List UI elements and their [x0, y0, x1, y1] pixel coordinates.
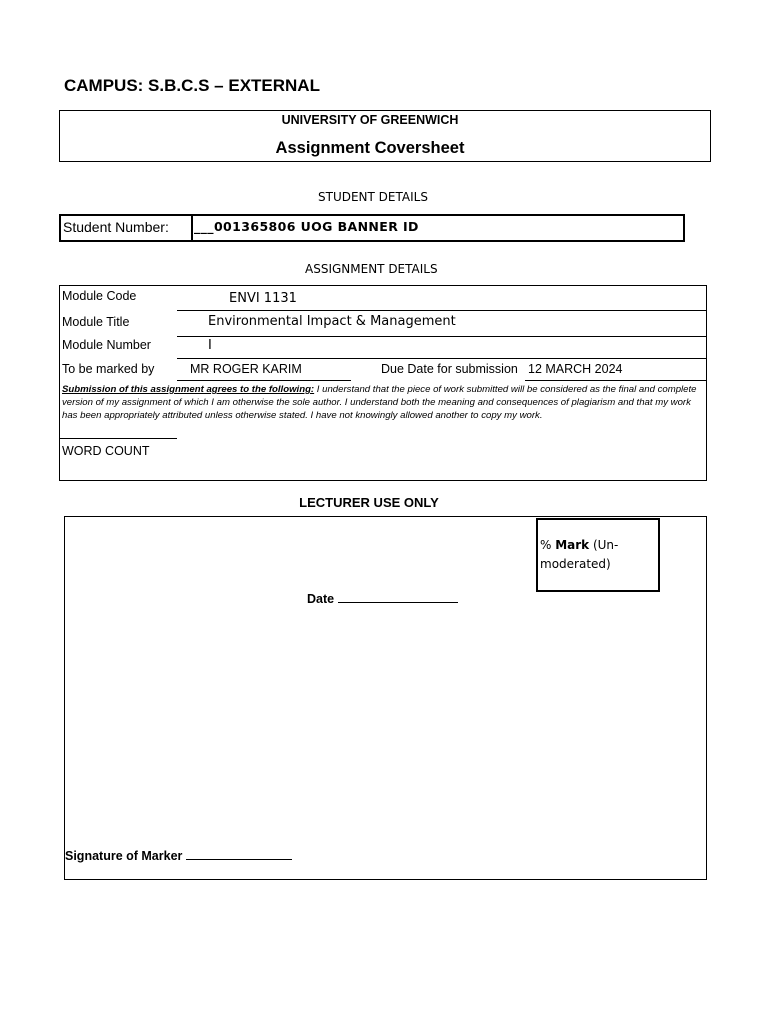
divider — [525, 380, 706, 381]
due-date-field[interactable]: 12 MARCH 2024 — [528, 362, 623, 376]
assignment-details-box — [59, 285, 707, 481]
mark-box[interactable] — [536, 518, 660, 592]
module-code-field[interactable]: ENVI 1131 — [229, 291, 297, 306]
module-title-label: Module Title — [62, 315, 130, 329]
page-title: Assignment Coversheet — [275, 139, 465, 157]
divider — [177, 310, 706, 311]
declaration-heading: Submission of this assignment agrees to the following: — [62, 384, 315, 395]
university-name: UNIVERSITY OF GREENWICH — [281, 113, 459, 127]
campus-heading: CAMPUS: S.B.C.S – EXTERNAL — [64, 76, 320, 95]
student-number-field[interactable]: ___001365806 UOG BANNER ID — [194, 219, 419, 234]
due-date-label: Due Date for submission — [381, 362, 518, 376]
student-number-divider — [191, 216, 193, 240]
declaration-text — [62, 383, 704, 422]
lecturer-use-heading: LECTURER USE ONLY — [299, 495, 439, 510]
module-number-field[interactable]: I — [208, 338, 212, 353]
date-label: Date — [307, 592, 335, 606]
title-box — [59, 110, 711, 162]
divider — [177, 358, 706, 359]
marked-by-field[interactable]: MR ROGER KARIM — [190, 362, 302, 376]
module-code-label: Module Code — [62, 289, 137, 303]
divider — [60, 438, 177, 439]
word-count-label: WORD COUNT — [62, 444, 150, 458]
assignment-details-heading: ASSIGNMENT DETAILS — [305, 262, 438, 276]
module-title-field[interactable]: Environmental Impact & Management — [208, 314, 456, 329]
divider — [177, 336, 706, 337]
student-number-label: Student Number: — [63, 219, 169, 235]
date-field[interactable] — [307, 592, 458, 606]
student-number-box — [59, 214, 685, 242]
signature-field[interactable] — [65, 849, 292, 863]
student-details-heading: STUDENT DETAILS — [318, 190, 428, 204]
mark-label: % Mark (Un-moderated) — [540, 538, 619, 571]
declaration-body: I understand that the piece of work submitted will be considered as the final and complete version of my assignment of which I am otherwise the sole author. I understand both the meaning and consequences of plagiarism and that my work has been appropriately attributed unless otherwise stated. I have not knowingly allowed another to copy my work. — [62, 384, 697, 421]
lecturer-use-box — [64, 516, 707, 880]
module-number-label: Module Number — [62, 338, 151, 352]
divider — [177, 380, 351, 381]
signature-label: Signature of Marker — [65, 849, 183, 863]
marked-by-label: To be marked by — [62, 362, 155, 376]
